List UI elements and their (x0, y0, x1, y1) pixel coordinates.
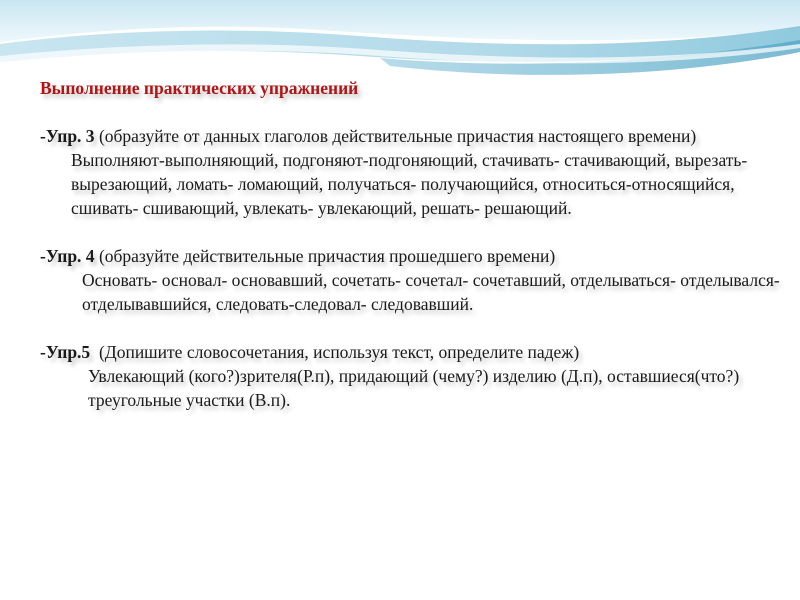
exercise-4-task (40, 244, 780, 268)
slide-content (40, 76, 780, 412)
exercise-5-answer: Увлекающий (кого?)зрителя(Р.п), придающий (чему?) изделию (Д.п), оставшиеся(что?) треугольные участки (В.п). (88, 366, 740, 410)
exercise-5-task (40, 340, 780, 364)
exercise-3-instruction: (образуйте от данных глаголов действительные причастия настоящего времени) (94, 126, 697, 146)
exercise-5-instruction: (Допишите словосочетания, используя текст, определите падеж) (90, 342, 580, 362)
exercise-4-number: -Упр. 4 (40, 246, 95, 266)
exercise-5-number: -Упр.5 (40, 342, 91, 362)
exercise-3-answer: Выполняют-выполняющий, подгоняют-подгоняющий, стачивать- стачивающий, вырезать- вырезающий, ломать- ломающий, получаться- получающийся, относиться-относящийся, сшивать- сшивающий, увлекать- увлекающий, решать- решающий. (71, 150, 748, 218)
exercise-4-answer: Основать- основал- основавший, сочетать- сочетал- сочетавший, отделываться- отделывался- отделывавшийся, следовать-следовал- следовавший. (82, 270, 780, 314)
exercise-4-instruction: (образуйте действительные причастия прошедшего времени) (94, 246, 556, 266)
exercise-3-task (40, 124, 780, 148)
exercise-3-number: -Упр. 3 (40, 126, 95, 146)
slide-title: Выполнение практических упражнений (40, 78, 359, 98)
